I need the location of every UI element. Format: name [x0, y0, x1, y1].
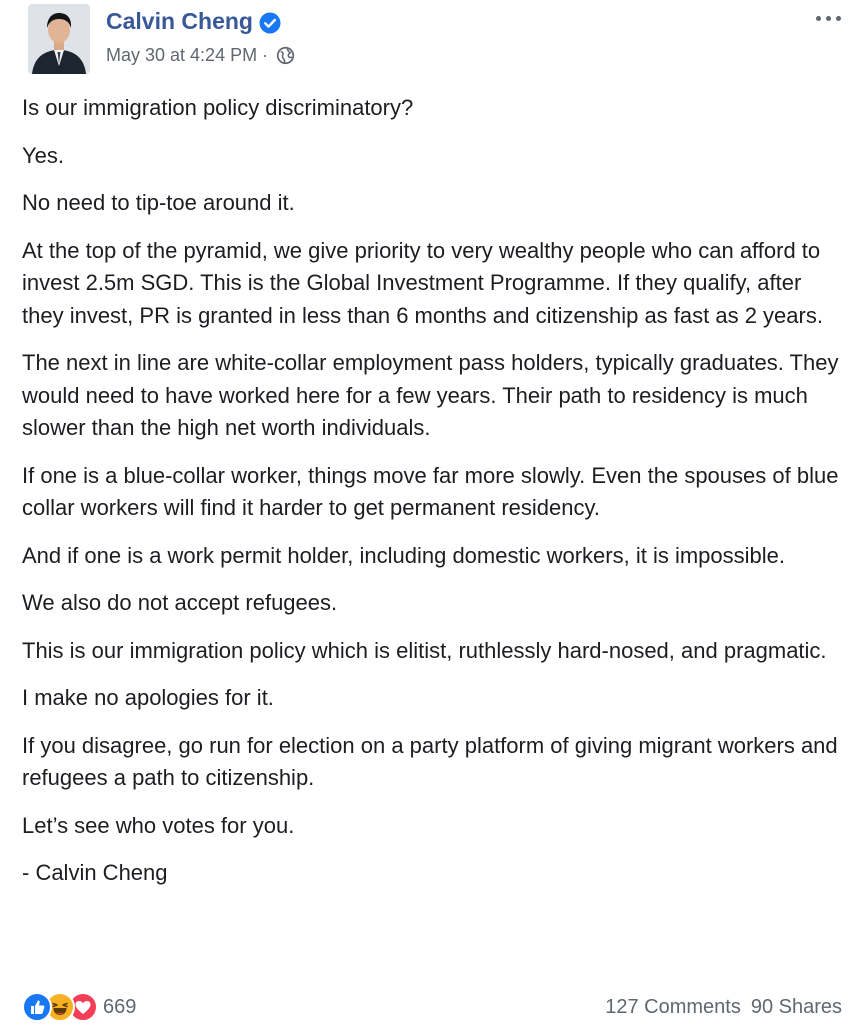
post-paragraph: - Calvin Cheng [22, 860, 168, 885]
post-paragraph: Yes. [22, 142, 65, 168]
meta-separator: · [262, 44, 269, 65]
more-options-button[interactable] [810, 8, 846, 28]
post-paragraph: The next in line are white-collar employment pass holders, typically graduates. They would need to have worked here for a few years. Their path to residency is much slower than the high net worth individuals. [22, 350, 839, 440]
post-paragraph: If you disagree, go run for election on a party platform of giving migrant workers and refugees a path to citizenship. [22, 732, 838, 790]
avatar[interactable] [28, 4, 90, 74]
author-name[interactable]: Calvin Cheng [106, 8, 281, 35]
post-timestamp[interactable]: May 30 at 4:24 PM [106, 44, 258, 65]
globe-icon[interactable] [276, 46, 295, 65]
post-header [20, 0, 850, 78]
post-paragraph: Is our immigration policy discriminatory? [22, 95, 414, 120]
comments-count-link[interactable]: 127 Comments [605, 996, 741, 1018]
post-paragraph: And if one is a work permit holder, including domestic workers, it is impossible. [22, 542, 785, 568]
engagement-counts [605, 996, 842, 1019]
post-paragraph: If one is a blue-collar worker, things move far more slowly. Even the spouses of blue collar workers will find it harder to get permanent residency. [22, 462, 839, 520]
post-paragraph: I make no apologies for it. [22, 685, 274, 710]
post-paragraph: We also do not accept refugees. [22, 590, 338, 615]
post-paragraph: No need to tip-toe around it. [22, 190, 295, 215]
shares-count-link[interactable]: 90 Shares [750, 996, 842, 1018]
reaction-count[interactable]: 669 [103, 995, 137, 1018]
dot-icon [836, 16, 841, 21]
post-text [22, 92, 842, 905]
post-paragraph: At the top of the pyramid, we give priority to very wealthy people who can afford to invest 2.5m SGD. This is the Global Investment Programme. If they qualify, after they invest, PR is granted in less than 6 months and citizenship as fast as 2 years. [22, 237, 823, 328]
dot-icon [826, 16, 831, 21]
reactions-summary[interactable] [22, 992, 136, 1022]
post-paragraph: This is our immigration policy which is elitist, ruthlessly hard-nosed, and pragmatic. [22, 637, 827, 663]
dot-icon [816, 16, 821, 21]
verified-badge-icon [259, 12, 281, 34]
post-paragraph: Let’s see who votes for you. [22, 812, 295, 838]
post-meta [106, 44, 295, 66]
like-icon [22, 992, 52, 1022]
post-footer [22, 990, 842, 1024]
